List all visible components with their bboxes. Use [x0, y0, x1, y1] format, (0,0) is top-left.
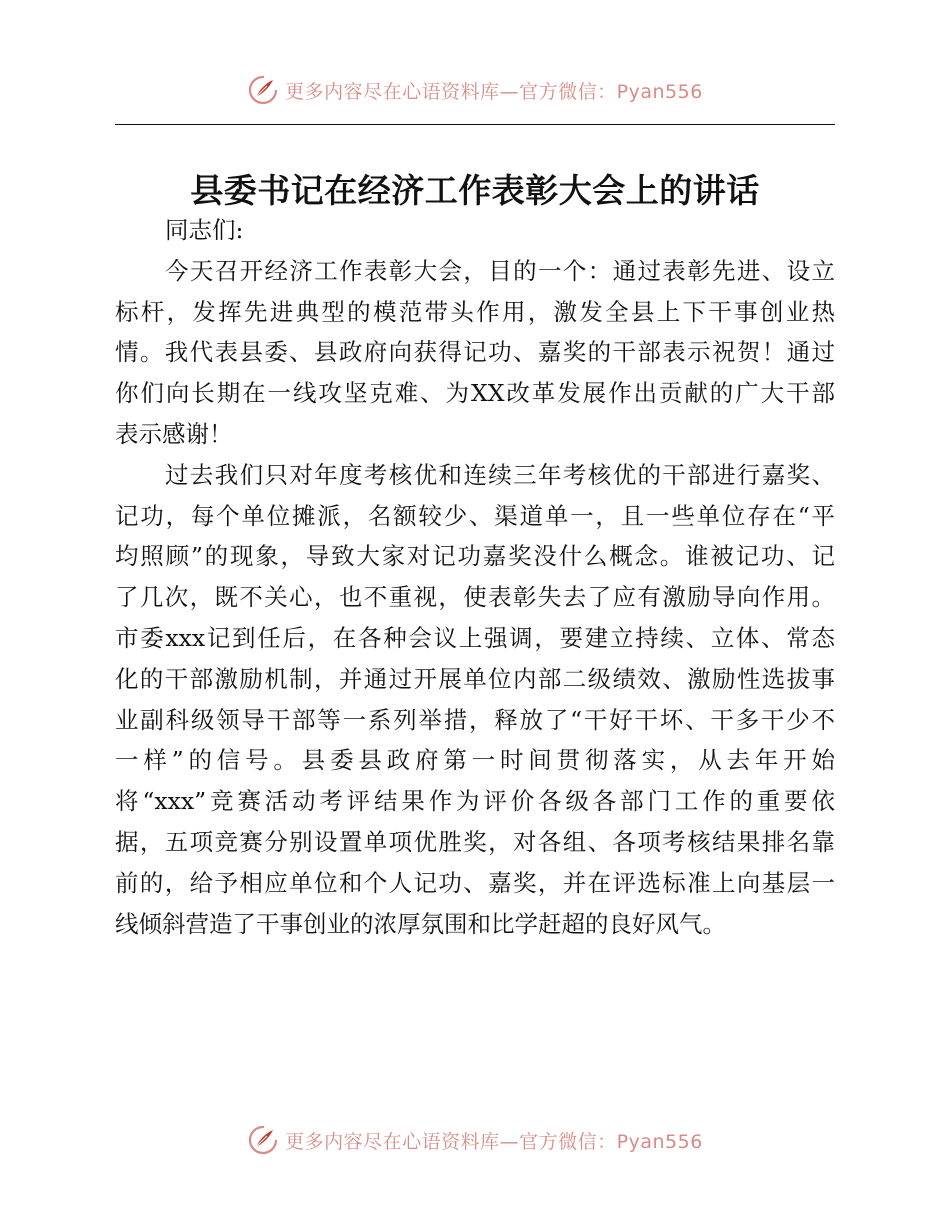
paragraph-2-line: 化的干部激励机制，并通过开展单位内部二级绩效、激励性选拔事	[115, 664, 835, 693]
paragraph-2-line: 记功，每个单位摊派，名额较少、渠道单一，且一些单位存在“平	[115, 501, 835, 530]
document-title: 县委书记在经济工作表彰大会上的讲话	[190, 171, 760, 210]
paragraph-2-line: 均照顾”的现象，导致大家对记功嘉奖没什么概念。谁被记功、记	[115, 542, 835, 571]
header-divider	[115, 124, 835, 125]
feather-quill-icon	[247, 1124, 279, 1156]
paragraph-1-line: 标杆，发挥先进典型的模范带头作用，激发全县上下干事创业热	[115, 297, 835, 326]
paragraph-1-line: 你们向长期在一线攻坚克难、为XX改革发展作出贡献的广大干部	[115, 379, 835, 408]
paragraph-2-line: 了几次，既不关心，也不重视，使表彰失去了应有激励导向作用。	[115, 583, 835, 612]
paragraph-1-line: 情。我代表县委、县政府向获得记功、嘉奖的干部表示祝贺！通过	[115, 338, 835, 367]
feather-quill-icon	[247, 74, 279, 106]
paragraph-2-line: 线倾斜营造了干事创业的浓厚氛围和比学赶超的良好风气。	[115, 909, 726, 938]
paragraph-2-line: 市委xxx记到任后，在各种会议上强调，要建立持续、立体、常态	[115, 623, 835, 652]
paragraph-2-line: 过去我们只对年度考核优和连续三年考核优的干部进行嘉奖、	[165, 460, 835, 489]
header-watermark	[0, 72, 950, 108]
greeting: 同志们:	[165, 216, 244, 244]
footer-watermark	[0, 1122, 950, 1158]
document-body	[115, 210, 835, 944]
watermark-text: 更多内容尽在心语资料库—官方微信：Pyan556	[285, 1130, 703, 1153]
paragraph-1-line: 今天召开经济工作表彰大会，目的一个：通过表彰先进、设立	[165, 256, 835, 285]
watermark-text: 更多内容尽在心语资料库—官方微信：Pyan556	[285, 80, 703, 103]
paragraph-2-line: 前的，给予相应单位和个人记功、嘉奖，并在评选标准上向基层一	[115, 868, 835, 897]
paragraph-2-line: 据，五项竞赛分别设置单项优胜奖，对各组、各项考核结果排名靠	[115, 827, 835, 856]
paragraph-2-line: 业副科级领导干部等一系列举措，释放了“干好干坏、干多干少不	[115, 705, 835, 734]
paragraph-2-line: 一样”的信号。县委县政府第一时间贯彻落实，从去年开始	[115, 746, 835, 775]
paragraph-2-line: 将“xxx”竞赛活动考评结果作为评价各级各部门工作的重要依	[115, 787, 835, 816]
paragraph-1-line: 表示感谢！	[115, 419, 233, 448]
